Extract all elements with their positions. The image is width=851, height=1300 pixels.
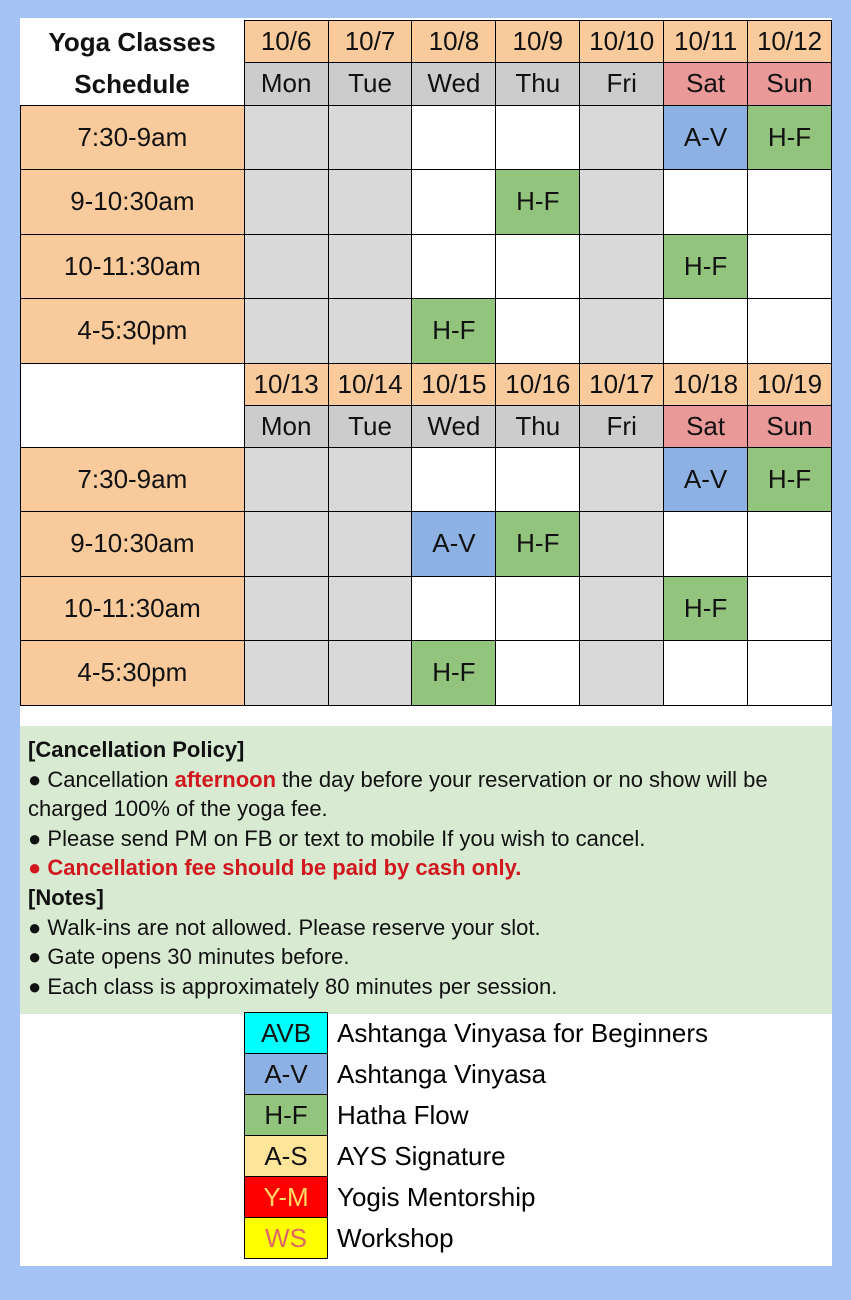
empty-slot [748,576,832,641]
empty-slot [244,234,328,299]
empty-slot [244,105,328,170]
legend-label: AYS Signature [337,1140,506,1171]
bullet: ● [28,825,42,851]
policy-line-3 [28,853,824,883]
empty-slot [244,447,328,512]
empty-slot [496,234,580,299]
empty-slot [244,512,328,577]
legend-code: A-V [245,1054,328,1095]
title-line-2: Schedule [21,63,245,106]
empty-slot [328,641,412,706]
class-slot: H-F [748,447,832,512]
date-header: 10/7 [328,21,412,63]
empty-slot [580,447,664,512]
legend-label: Hatha Flow [337,1099,469,1130]
legend-code: AVB [245,1013,328,1054]
time-slot-label: 7:30-9am [21,447,245,512]
legend-item [245,1136,709,1177]
date-header: 10/9 [496,21,580,63]
empty-slot [412,447,496,512]
legend [244,1012,709,1259]
day-header: Fri [580,63,664,106]
time-slot-label: 7:30-9am [21,105,245,170]
blank-header-cell [21,363,245,447]
day-header: Sun [748,405,832,447]
class-slot: A-V [412,512,496,577]
date-header: 10/8 [412,21,496,63]
time-slot-label: 10-11:30am [21,576,245,641]
legend-code: H-F [245,1095,328,1136]
empty-slot [244,576,328,641]
time-slot-label: 10-11:30am [21,234,245,299]
date-header: 10/10 [580,21,664,63]
schedule-row [21,512,832,577]
empty-slot [580,105,664,170]
empty-slot [580,299,664,364]
empty-slot [496,299,580,364]
schedule-row [21,299,832,364]
day-header: Thu [496,63,580,106]
empty-slot [328,576,412,641]
schedule-row [21,170,832,235]
empty-slot [748,299,832,364]
schedule-sheet [20,18,832,1266]
day-header: Sat [664,405,748,447]
empty-slot [580,576,664,641]
empty-slot [496,641,580,706]
note-2: ● Gate opens 30 minutes before. [28,944,350,970]
cash-only-highlight: Cancellation fee should be paid by cash only. [47,855,522,881]
time-slot-label: 9-10:30am [21,512,245,577]
policy-line-1: ● Cancellation afternoon the day before your reservation or no show will be charged 100% of the yoga fee. [28,766,768,822]
empty-slot [244,299,328,364]
class-slot: H-F [412,641,496,706]
time-slot-label: 4-5:30pm [21,641,245,706]
time-slot-label: 4-5:30pm [21,299,245,364]
empty-slot [328,170,412,235]
date-header: 10/15 [412,363,496,405]
legend-label: Workshop [337,1222,454,1253]
date-header: 10/6 [244,21,328,63]
empty-slot [748,170,832,235]
schedule-row [21,234,832,299]
empty-slot [328,105,412,170]
schedule-row [21,576,832,641]
policy-line-2: ● Please send PM on FB or text to mobile If you wish to cancel. [28,825,646,851]
title-line-1: Yoga Classes [21,21,245,63]
bullet: ● [28,766,42,792]
class-slot: H-F [748,105,832,170]
class-slot: A-V [664,447,748,512]
empty-slot [244,641,328,706]
day-header: Tue [328,405,412,447]
empty-slot [748,234,832,299]
schedule-row [21,105,832,170]
day-header: Fri [580,405,664,447]
notes-heading: [Notes] [28,884,104,910]
cancellation-policy-heading: [Cancellation Policy] [28,737,245,762]
empty-slot [244,170,328,235]
empty-slot [748,512,832,577]
legend-item [245,1054,709,1095]
day-header: Wed [412,63,496,106]
empty-slot [664,170,748,235]
empty-slot [664,641,748,706]
empty-slot [748,641,832,706]
empty-slot [580,170,664,235]
day-header: Sat [664,63,748,106]
empty-slot [664,299,748,364]
empty-slot [496,576,580,641]
day-header: Wed [412,405,496,447]
empty-slot [412,170,496,235]
date-header: 10/14 [328,363,412,405]
date-header: 10/12 [748,21,832,63]
empty-slot [496,447,580,512]
empty-slot [496,105,580,170]
date-header: 10/16 [496,363,580,405]
empty-slot [328,234,412,299]
note-1: ● Walk-ins are not allowed. Please reserve your slot. [28,914,541,940]
class-slot: H-F [412,299,496,364]
schedule-row [21,447,832,512]
class-slot: H-F [496,170,580,235]
legend-label: Ashtanga Vinyasa for Beginners [337,1017,708,1048]
class-slot: H-F [664,234,748,299]
date-header: 10/17 [580,363,664,405]
date-header: 10/18 [664,363,748,405]
date-header: 10/11 [664,21,748,63]
legend-code: A-S [245,1136,328,1177]
empty-slot [580,512,664,577]
time-slot-label: 9-10:30am [21,170,245,235]
empty-slot [328,512,412,577]
legend-code: Y-M [245,1177,328,1218]
day-header: Mon [244,405,328,447]
empty-slot [580,641,664,706]
legend-item [245,1177,709,1218]
legend-item [245,1095,709,1136]
policy-panel [20,726,832,1014]
day-header: Thu [496,405,580,447]
empty-slot [412,105,496,170]
class-slot: H-F [496,512,580,577]
day-header: Tue [328,63,412,106]
empty-slot [580,234,664,299]
schedule-row [21,641,832,706]
empty-slot [412,234,496,299]
empty-slot [664,512,748,577]
legend-label: Yogis Mentorship [337,1181,536,1212]
class-slot: H-F [664,576,748,641]
legend-code: WS [245,1218,328,1259]
class-slot: A-V [664,105,748,170]
afternoon-highlight: afternoon [174,766,277,792]
legend-item [245,1013,709,1054]
date-header: 10/19 [748,363,832,405]
date-header: 10/13 [244,363,328,405]
bullet: ● [28,855,42,881]
note-3: ● Each class is approximately 80 minutes per session. [28,973,558,999]
empty-slot [328,447,412,512]
day-header: Sun [748,63,832,106]
legend-item [245,1218,709,1259]
empty-slot [412,576,496,641]
legend-label: Ashtanga Vinyasa [337,1058,547,1089]
schedule-table [20,20,832,706]
empty-slot [328,299,412,364]
day-header: Mon [244,63,328,106]
